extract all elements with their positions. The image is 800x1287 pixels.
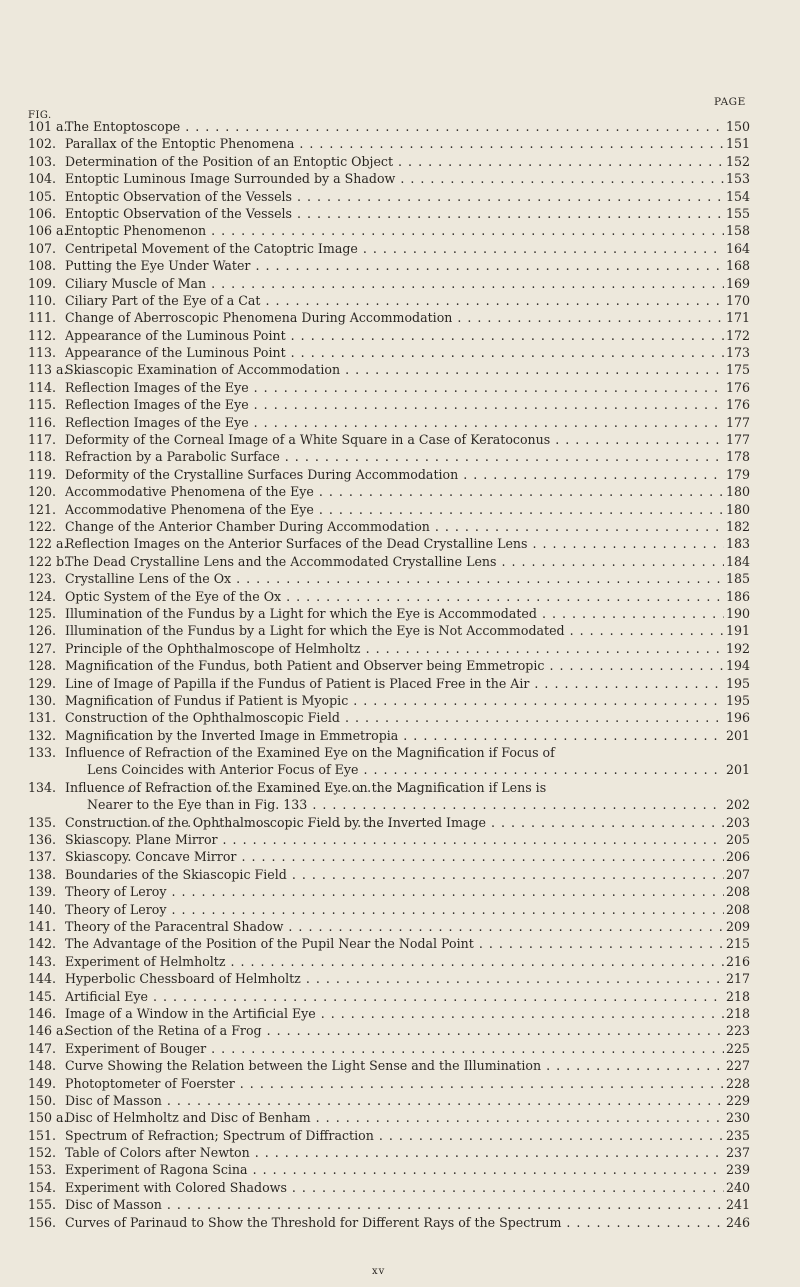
page-ref: 229: [726, 1092, 751, 1108]
page-ref: 203: [726, 814, 751, 830]
list-item: [28, 640, 754, 657]
page-ref: 237: [726, 1145, 751, 1161]
list-item: [28, 361, 754, 378]
figure-number: 139.: [28, 884, 57, 900]
page-ref: 190: [726, 605, 751, 621]
page-ref: 175: [726, 362, 751, 378]
page-ref: 218: [726, 1005, 751, 1021]
figure-title: Magnification of Fundus if Patient is Myopic . . .: [65, 692, 724, 709]
figure-number: 103.: [28, 153, 57, 169]
figure-number: 112.: [28, 327, 57, 343]
figure-number: 113 a.: [28, 362, 68, 378]
page-ref: 152: [726, 153, 751, 169]
page-ref: 235: [726, 1127, 751, 1143]
figure-title-line2: Nearer to the Eye than in Fig. 133 . . .: [65, 796, 724, 831]
list-item: [28, 970, 754, 987]
figure-number: 118.: [28, 449, 57, 465]
figure-title: Ciliary Muscle of Man . . .: [65, 275, 724, 292]
figure-number: 134.: [28, 779, 57, 795]
list-item: [28, 553, 754, 570]
page-ref: 180: [726, 484, 751, 500]
list-item: [28, 205, 754, 222]
page-ref: 178: [726, 449, 751, 465]
figure-title: Curve Showing the Relation between the Light Sense and the Illumination . . .: [65, 1057, 724, 1074]
figure-title: Refraction by a Parabolic Surface . . .: [65, 448, 724, 465]
page-ref: 228: [726, 1075, 751, 1091]
list-item: [28, 988, 754, 1005]
figure-title: Reflection Images of the Eye . . .: [65, 414, 724, 431]
list-item: [28, 953, 754, 970]
figure-title: Crystalline Lens of the Ox . . .: [65, 570, 724, 587]
figure-number: 137.: [28, 849, 57, 865]
page-ref: 202: [726, 797, 751, 813]
figure-title: Construction of the Ophthalmoscopic Field . . .: [65, 709, 724, 726]
page-ref: 230: [726, 1110, 751, 1126]
page-ref: 151: [726, 136, 751, 152]
figure-number: 147.: [28, 1040, 57, 1056]
figure-title: Skiascopic Examination of Accommodation . . .: [65, 361, 724, 378]
list-item: [28, 396, 754, 413]
figure-number: 101 a.: [28, 119, 68, 134]
figure-title: Magnification of the Fundus, both Patient and Observer being Emmetropic . . .: [65, 657, 724, 674]
figure-number: 146.: [28, 1005, 57, 1021]
page-ref: 206: [726, 849, 751, 865]
figure-title: Reflection Images of the Eye . . .: [65, 379, 724, 396]
page-ref: 201: [726, 727, 751, 743]
figure-number: 106 a.: [28, 223, 68, 239]
figure-title: Artificial Eye . . .: [65, 988, 724, 1005]
page-ref: 183: [726, 536, 751, 552]
figure-list: [28, 118, 754, 1231]
figure-title: Change of the Anterior Chamber During Accommodation . . .: [65, 518, 724, 535]
figure-number: 144.: [28, 971, 57, 987]
figure-title: Ciliary Part of the Eye of a Cat . . .: [65, 292, 724, 309]
figure-number: 109.: [28, 275, 57, 291]
figure-number: 120.: [28, 484, 57, 500]
list-item: [28, 483, 754, 500]
page-ref: 192: [726, 640, 751, 656]
list-item: [28, 883, 754, 900]
figure-number: 123.: [28, 571, 57, 587]
figure-title: Experiment of Helmholtz . . .: [65, 953, 724, 970]
figure-title: Disc of Masson . . .: [65, 1092, 724, 1109]
list-item: [28, 518, 754, 535]
figure-title: Entoptic Observation of the Vessels . . .: [65, 205, 724, 222]
page-ref: 216: [726, 953, 751, 969]
list-item: [28, 622, 754, 639]
figure-number: 117.: [28, 432, 57, 448]
figure-number: 108.: [28, 258, 57, 274]
page-ref: 150: [726, 119, 751, 134]
page-ref: 191: [726, 623, 751, 639]
figure-number: 122 b.: [28, 553, 69, 569]
figure-number: 150 a.: [28, 1110, 68, 1126]
figure-number: 129.: [28, 675, 57, 691]
list-item: [28, 240, 754, 257]
figure-title-line1: Influence of Refraction of the Examined Eye on the Magnification if Focus of: [65, 745, 555, 761]
list-item: [28, 257, 754, 274]
page-ref: 176: [726, 397, 751, 413]
figure-title: Illumination of the Fundus by a Light for which the Eye is Not Accommodated . . .: [65, 622, 724, 639]
list-item: [28, 727, 754, 744]
figure-title: Theory of Leroy . . .: [65, 883, 724, 900]
figure-title: Entoptic Observation of the Vessels . . .: [65, 188, 724, 205]
list-item: [28, 309, 754, 326]
figure-number: 106.: [28, 205, 57, 221]
page-ref: 218: [726, 988, 751, 1004]
figure-number: 107.: [28, 240, 57, 256]
page-ref: 169: [726, 275, 751, 291]
page-ref: 246: [726, 1214, 751, 1230]
figure-title-line2: Lens Coincides with Anterior Focus of Eye . . .: [65, 761, 724, 796]
list-item: [28, 153, 754, 170]
list-item: [28, 466, 754, 483]
figure-number: 140.: [28, 901, 57, 917]
figure-number: 152.: [28, 1145, 57, 1161]
page-ref: 171: [726, 310, 751, 326]
figure-number: 122 a.: [28, 536, 68, 552]
page-ref: 177: [726, 414, 751, 430]
page-ref: 179: [726, 466, 751, 482]
figure-number: 114.: [28, 379, 57, 395]
figure-number: 127.: [28, 640, 57, 656]
list-item: [28, 866, 754, 883]
figure-number: 126.: [28, 623, 57, 639]
list-item: [28, 1161, 754, 1178]
figure-number: 151.: [28, 1127, 57, 1143]
figure-number: 149.: [28, 1075, 57, 1091]
figure-title: Entoptic Phenomenon . . .: [65, 222, 724, 239]
page-ref: 172: [726, 327, 751, 343]
list-item: [28, 170, 754, 187]
figure-number: 141.: [28, 919, 57, 934]
page-ref: 223: [726, 1023, 751, 1039]
figure-number: 116.: [28, 414, 57, 430]
page-ref: 184: [726, 553, 751, 569]
figure-number: 111.: [28, 310, 57, 326]
list-item: [28, 657, 754, 674]
figure-number: 119.: [28, 466, 57, 482]
list-item: [28, 831, 754, 848]
figure-number: 105.: [28, 188, 57, 204]
list-item: [28, 344, 754, 361]
list-item: [28, 848, 754, 865]
figure-number: 128.: [28, 658, 57, 674]
figure-title: Hyperbolic Chessboard of Helmholtz . . .: [65, 970, 724, 987]
figure-number: 104.: [28, 171, 57, 187]
figure-title: Optic System of the Eye of the Ox . . .: [65, 588, 724, 605]
list-item: [28, 222, 754, 239]
figure-number: 153.: [28, 1162, 57, 1178]
list-item: [28, 188, 754, 205]
figure-number: 115.: [28, 397, 57, 413]
figure-title: Theory of Leroy . . .: [65, 901, 724, 918]
list-item: [28, 292, 754, 309]
figure-title: Skiascopy. Plane Mirror . . .: [65, 831, 724, 848]
page-ref: 240: [726, 1179, 751, 1195]
figure-title: Section of the Retina of a Frog . . .: [65, 1022, 724, 1039]
list-item: [28, 605, 754, 622]
list-item: [28, 1109, 754, 1126]
list-item: [28, 814, 754, 831]
figure-title: Centripetal Movement of the Catoptric Image . . .: [65, 240, 724, 257]
list-item: [28, 1075, 754, 1092]
figure-title: Experiment with Colored Shadows . . .: [65, 1179, 724, 1196]
page-ref: 241: [726, 1197, 751, 1213]
page-ref: 177: [726, 432, 751, 448]
fig-column-header: FIG.: [28, 110, 52, 121]
page-ref: 173: [726, 345, 751, 361]
figure-title: Construction of the Ophthalmoscopic Field by the Inverted Image . . .: [65, 814, 724, 831]
figure-title: Magnification by the Inverted Image in Emmetropia . . .: [65, 727, 724, 744]
figure-title: Principle of the Ophthalmoscope of Helmholtz . . .: [65, 640, 724, 657]
figure-title: Accommodative Phenomena of the Eye . . .: [65, 501, 724, 518]
page-ref: 209: [726, 919, 751, 934]
page-ref: 182: [726, 518, 751, 534]
list-item: [28, 901, 754, 918]
list-item: [28, 935, 754, 952]
list-item: [28, 570, 754, 587]
figure-title: Illumination of the Fundus by a Light for which the Eye is Accommodated . . .: [65, 605, 724, 622]
figure-number: 154.: [28, 1179, 57, 1195]
page-ref: 170: [726, 292, 751, 308]
page-ref: 208: [726, 901, 751, 917]
figure-title: Experiment of Bouger . . .: [65, 1040, 724, 1057]
list-item: [28, 535, 754, 552]
figure-title: Spectrum of Refraction; Spectrum of Diffraction . . .: [65, 1127, 724, 1144]
page-ref: 207: [726, 866, 751, 882]
list-item: [28, 744, 754, 779]
page-ref: 195: [726, 675, 751, 691]
figure-title: Disc of Masson . . .: [65, 1196, 724, 1213]
list-item: [28, 675, 754, 692]
page-ref: 217: [726, 971, 751, 987]
figure-number: 124.: [28, 588, 57, 604]
list-item: [28, 327, 754, 344]
page-ref: 201: [726, 762, 751, 778]
figure-title: Experiment of Ragona Scina . . .: [65, 1161, 724, 1178]
figure-title: Line of Image of Papilla if the Fundus of Patient is Placed Free in the Air . . .: [65, 675, 724, 692]
list-item: [28, 379, 754, 396]
figure-title: Determination of the Position of an Entoptic Object . . .: [65, 153, 724, 170]
page-ref: 205: [726, 832, 751, 848]
figure-title: Boundaries of the Skiascopic Field . . .: [65, 866, 724, 883]
list-item: [28, 709, 754, 726]
figure-number: 131.: [28, 710, 57, 726]
page-ref: 195: [726, 692, 751, 708]
figure-title: Putting the Eye Under Water . . .: [65, 257, 724, 274]
list-item: [28, 692, 754, 709]
figure-number: 138.: [28, 866, 57, 882]
list-item: [28, 501, 754, 518]
page-ref: 194: [726, 658, 751, 674]
figure-title: Entoptic Luminous Image Surrounded by a Shadow . . .: [65, 170, 724, 187]
list-item: [28, 118, 754, 135]
figure-title: Change of Aberroscopic Phenomena During Accommodation . . .: [65, 309, 724, 326]
page-ref: 155: [726, 205, 751, 221]
page-ref: 208: [726, 884, 751, 900]
page-ref: 225: [726, 1040, 751, 1056]
list-item: [28, 588, 754, 605]
page-ref: 168: [726, 258, 751, 274]
page-ref: 154: [726, 188, 751, 204]
list-item: [28, 1022, 754, 1039]
page-ref: 227: [726, 1058, 751, 1074]
figure-title: Deformity of the Crystalline Surfaces During Accommodation . . .: [65, 466, 724, 483]
page-column-header: PAGE: [714, 96, 746, 108]
list-item: [28, 1214, 754, 1231]
figure-number: 148.: [28, 1058, 57, 1074]
list-item: [28, 918, 754, 935]
figure-title: Reflection Images of the Eye . . .: [65, 396, 724, 413]
figure-title: Appearance of the Luminous Point . . .: [65, 344, 724, 361]
figure-number: 132.: [28, 727, 57, 743]
figure-number: 125.: [28, 605, 57, 621]
figure-title: Disc of Helmholtz and Disc of Benham . . .: [65, 1109, 724, 1126]
list-item: [28, 1144, 754, 1161]
figure-title: Skiascopy. Concave Mirror . . .: [65, 848, 724, 865]
figure-title: Accommodative Phenomena of the Eye . . .: [65, 483, 724, 500]
list-item: [28, 779, 754, 814]
figure-number: 142.: [28, 936, 57, 952]
page-ref: 186: [726, 588, 751, 604]
figure-number: 110.: [28, 292, 57, 308]
list-item: [28, 275, 754, 292]
figure-title: Appearance of the Luminous Point . . .: [65, 327, 724, 344]
page-number-footer: xv: [372, 1266, 386, 1277]
list-item: [28, 1127, 754, 1144]
figure-number: 156.: [28, 1214, 57, 1230]
list-item: [28, 1040, 754, 1057]
figure-number: 122.: [28, 518, 57, 534]
figure-number: 136.: [28, 832, 57, 848]
figure-title: Table of Colors after Newton . . .: [65, 1144, 724, 1161]
figure-title: Photoptometer of Foerster . . .: [65, 1075, 724, 1092]
figure-number: 135.: [28, 814, 57, 830]
page-ref: 215: [726, 936, 751, 952]
list-item: [28, 414, 754, 431]
figure-title: Parallax of the Entoptic Phenomena . . .: [65, 135, 724, 152]
page-ref: 158: [726, 223, 751, 239]
figure-number: 146 a.: [28, 1023, 68, 1039]
figure-number: 121.: [28, 501, 57, 517]
figure-title: The Dead Crystalline Lens and the Accommodated Crystalline Lens . . .: [65, 553, 724, 570]
figure-title: Reflection Images on the Anterior Surfaces of the Dead Crystalline Lens . . .: [65, 535, 724, 552]
figure-title: The Advantage of the Position of the Pupil Near the Nodal Point . . .: [65, 935, 724, 952]
figure-title: Image of a Window in the Artificial Eye . . .: [65, 1005, 724, 1022]
page-ref: 176: [726, 379, 751, 395]
page-ref: 196: [726, 710, 751, 726]
page-ref: 185: [726, 571, 751, 587]
figure-title: The Entoptoscope . . .: [65, 118, 724, 135]
figure-number: 133.: [28, 745, 57, 761]
figure-number: 150.: [28, 1092, 57, 1108]
list-item: [28, 1005, 754, 1022]
figure-number: 130.: [28, 692, 57, 708]
list-item: [28, 135, 754, 152]
list-item: [28, 448, 754, 465]
figure-title: Theory of the Paracentral Shadow . . .: [65, 918, 724, 935]
figure-title: Deformity of the Corneal Image of a White Square in a Case of Keratoconus . . .: [65, 431, 724, 448]
list-item: [28, 1057, 754, 1074]
figure-number: 143.: [28, 953, 57, 969]
page-ref: 164: [726, 240, 751, 256]
figure-title: Curves of Parinaud to Show the Threshold for Different Rays of the Spectrum . . .: [65, 1214, 724, 1231]
figure-number: 102.: [28, 136, 57, 152]
figure-number: 145.: [28, 988, 57, 1004]
figure-number: 155.: [28, 1197, 57, 1213]
list-item: [28, 431, 754, 448]
page-ref: 180: [726, 501, 751, 517]
list-item: [28, 1092, 754, 1109]
figure-number: 113.: [28, 345, 57, 361]
page-ref: 239: [726, 1162, 751, 1178]
list-item: [28, 1196, 754, 1213]
list-item: [28, 1179, 754, 1196]
page-ref: 153: [726, 171, 751, 187]
figure-title-line1: Influence of Refraction of the Examined Eye on the Magnification if Lens is: [65, 779, 547, 795]
